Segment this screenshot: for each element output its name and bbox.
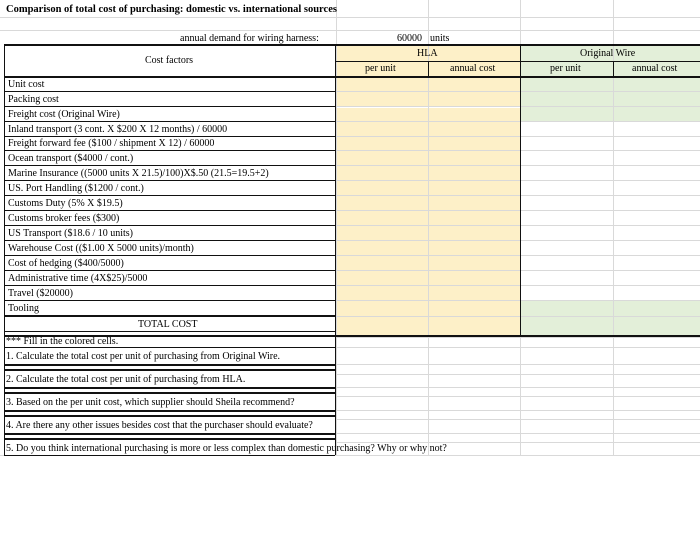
hla-per-unit-header: per unit [365,63,396,74]
row-label-packing-cost: Packing cost [8,94,59,105]
row-label-warehouse-cost: Warehouse Cost (($1.00 X 5000 units)/month) [8,243,194,254]
row-label-marine-insurance: Marine Insurance ((5000 units X 21.5)/100)X$.50 (21.5=19.5+2) [8,168,269,179]
original-wire-input-cells[interactable] [521,78,700,121]
question-1: 1. Calculate the total cost per unit of purchasing from Original Wire. [6,351,281,362]
original-wire-tooling-cells[interactable] [521,301,700,316]
row-label-administrative-time: Administrative time (4X$25)/5000 [8,273,148,284]
row-label-customs-broker: Customs broker fees ($300) [8,213,120,224]
row-label-travel: Travel ($20000) [8,288,73,299]
row-label-inland-transport: Inland transport (3 cont. X $200 X 12 months) / 60000 [8,124,228,135]
original-wire-total-cells[interactable] [521,316,700,337]
ow-annual-cost-header: annual cost [632,63,678,74]
row-label-port-handling: US. Port Handling ($1200 / cont.) [8,183,144,194]
row-label-tooling: Tooling [8,303,39,314]
row-label-ocean-transport: Ocean transport ($4000 / cont.) [8,153,134,164]
row-label-unit-cost: Unit cost [8,79,45,90]
hla-annual-cost-header: annual cost [450,63,496,74]
row-label-freight-forward-fee: Freight forward fee ($100 / shipment X 12) / 60000 [8,138,215,149]
annual-demand-value[interactable]: 60000 [397,33,422,44]
ow-per-unit-header: per unit [550,63,581,74]
annual-demand-unit: units [430,33,450,44]
row-label-us-transport: US Transport ($18.6 / 10 units) [8,228,134,239]
row-label-cost-of-hedging: Cost of hedging ($400/5000) [8,258,124,269]
row-label-freight-cost: Freight cost (Original Wire) [8,109,120,120]
question-5: 5. Do you think international purchasing is more or less complex than domestic purchasing? Why or why not? [6,443,447,454]
question-3: 3. Based on the per unit cost, which supplier should Sheila recommend? [6,397,295,408]
original-wire-header: Original Wire [580,48,636,59]
fill-colored-cells-note: *** Fill in the colored cells. [6,336,119,347]
row-label-customs-duty: Customs Duty (5% X $19.5) [8,198,123,209]
question-2: 2. Calculate the total cost per unit of purchasing from HLA. [6,374,246,385]
question-4: 4. Are there any other issues besides cost that the purchaser should evaluate? [6,420,313,431]
hla-header: HLA [417,48,438,59]
cost-factors-header: Cost factors [145,55,194,66]
annual-demand-label: annual demand for wiring harness: [180,33,319,44]
total-cost-label: TOTAL COST [138,319,198,330]
sheet-title: Comparison of total cost of purchasing: domestic vs. international sources [6,4,337,15]
